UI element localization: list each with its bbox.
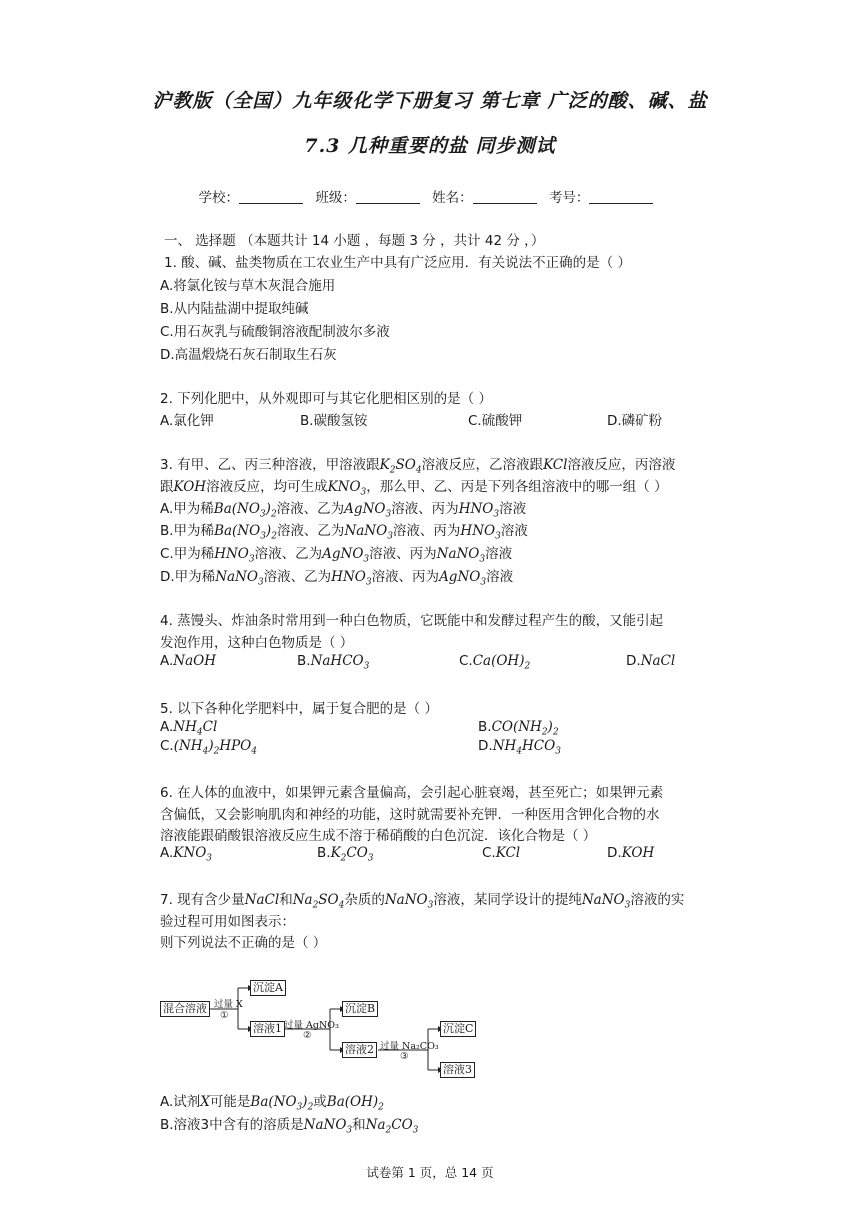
q7-option-a: A.试剂X可能是$Ba(NO_3)_2$或$Ba(OH)_2$ bbox=[160, 1094, 384, 1113]
precipitate-b-box: 沉淀B bbox=[342, 1001, 378, 1017]
q3-stem-line2: 跟KOH溶液反应，均可生成$KNO_3$，那么甲、乙、丙是下列各组溶液中的哪一组（ ） bbox=[160, 479, 668, 498]
q6-option-c: C.KCl bbox=[482, 845, 521, 861]
q7-stem-line3: 则下列说法不正确的是（ ） bbox=[160, 935, 327, 951]
q3-option-a: A.甲为稀$Ba(NO_3)_2$溶液、乙为AgNO$_3$溶液、丙为$HNO_3$溶液 bbox=[160, 501, 527, 520]
q5-stem: 5. 以下各种化学肥料中，属于复合肥的是（ ） bbox=[160, 701, 438, 717]
step3-number: ③ bbox=[400, 1051, 409, 1062]
q4-option-c: $C.Ca(OH)_2$ bbox=[459, 653, 531, 672]
q6-stem-line3: 溶液能跟硝酸银溶液反应生成不溶于稀硝酸的白色沉淀．该化合物是（ ） bbox=[160, 828, 597, 844]
step1-number: ① bbox=[220, 1010, 229, 1021]
precipitate-a-box: 沉淀A bbox=[250, 980, 286, 996]
step3-reagent-label: 过量 Na₂CO₃ bbox=[380, 1041, 439, 1052]
solution-1-box: 溶液1 bbox=[250, 1021, 285, 1037]
q2-stem: 2. 下列化肥中，从外观即可与其它化肥相区别的是（ ） bbox=[160, 391, 492, 407]
q2-option-c: C.硫酸钾 bbox=[468, 413, 523, 429]
q4-option-b: B.NaHCO$_3$ bbox=[297, 653, 370, 672]
solution-3-box: 溶液3 bbox=[440, 1062, 475, 1078]
q4-stem-line2: 发泡作用，这种白色物质是（ ） bbox=[160, 635, 354, 651]
q5-option-a: $A.NH_4Cl$ bbox=[160, 719, 218, 738]
q4-option-a: A.NaOH bbox=[160, 653, 216, 669]
q2-option-d: D.磷矿粉 bbox=[607, 413, 663, 429]
q3-option-d: D.甲为稀NaNO$_3$溶液、乙为$HNO_3$溶液、丙为AgNO$_3$溶液 bbox=[160, 569, 514, 588]
q7-stem-line2: 验过程可用如图表示： bbox=[160, 914, 295, 930]
page-subtitle: 7.3 几种重要的盐 同步测试 bbox=[304, 135, 556, 157]
precipitate-c-box: 沉淀C bbox=[440, 1021, 476, 1037]
q2-option-b: B.碳酸氢铵 bbox=[300, 413, 368, 429]
exam-no-label: 考号： bbox=[548, 190, 590, 206]
page-footer: 试卷第 1 页，总 14 页 bbox=[366, 1165, 494, 1180]
q1-stem: 1. 酸、碱、盐类物质在工农业生产中具有广泛应用．有关说法不正确的是（ ） bbox=[164, 255, 631, 271]
q3-stem-line1: 3. 有甲、乙、丙三种溶液，甲溶液跟$K_2SO_4$溶液反应，乙溶液跟KCl溶液反应，丙溶液 bbox=[160, 457, 676, 476]
q7-option-b: B.溶液3中含有的溶质是NaNO$_3$和$Na_2CO_3$ bbox=[160, 1117, 419, 1136]
q1-option-b: B.从内陆盐湖中提取纯碱 bbox=[160, 301, 309, 317]
q2-option-a: A.氯化钾 bbox=[160, 413, 214, 429]
q5-option-d: $D.NH_4HCO_3$ bbox=[478, 738, 561, 757]
q6-option-a: $A.KNO_3$ bbox=[160, 845, 212, 864]
q6-option-d: D.KOH bbox=[607, 845, 655, 861]
solution-2-box: 溶液2 bbox=[342, 1042, 377, 1058]
q1-option-a: A.将氯化铵与草木灰混合施用 bbox=[160, 278, 336, 294]
school-label: 学校： bbox=[198, 190, 240, 206]
q3-option-c: C.甲为稀$HNO_3$溶液、乙为AgNO$_3$溶液、丙为NaNO$_3$溶液 bbox=[160, 546, 513, 565]
step2-number: ② bbox=[303, 1030, 312, 1041]
q7-stem-line1: 7. 现有含少量NaCl和$Na_2SO_4$杂质的NaNO$_3$溶液，某同学设计的提纯NaNO$_3$溶液的实 bbox=[160, 892, 685, 911]
q6-option-b: $B.K_2CO_3$ bbox=[317, 845, 374, 864]
q1-option-d: D.高温煅烧石灰石制取生石灰 bbox=[160, 347, 337, 363]
q3-option-b: B.甲为稀$Ba(NO_3)_2$溶液、乙为NaNO$_3$溶液、丙为$HNO_3$溶液 bbox=[160, 523, 528, 542]
mixed-solution-box: 混合溶液 bbox=[160, 1001, 210, 1017]
q4-option-d: D.NaCl bbox=[626, 653, 676, 669]
q6-stem-line1: 6. 在人体的血液中，如果钾元素含量偏高，会引起心脏衰竭，甚至死亡；如果钾元素 bbox=[160, 785, 664, 801]
q1-option-c: C.用石灰乳与硫酸铜溶液配制波尔多液 bbox=[160, 324, 390, 340]
q5-option-c: $C.(NH_4)_2HPO_4$ bbox=[160, 738, 257, 757]
step1-reagent-label: 过量 X bbox=[214, 999, 243, 1010]
section-heading: 一、 选择题 （本题共计 14 小题 ，每题 3 分 ，共计 42 分 ，） bbox=[164, 233, 545, 249]
class-label: 班级： bbox=[315, 190, 356, 206]
page-title: 沪教版（全国）九年级化学下册复习 第七章 广泛的酸、碱、盐 bbox=[152, 90, 708, 112]
q6-stem-line2: 含偏低，又会影响肌肉和神经的功能，这时就需要补充钾．一种医用含钾化合物的水 bbox=[160, 807, 660, 823]
q5-option-b: $B.CO(NH_2)_2$ bbox=[478, 719, 559, 738]
step2-reagent-label: 过量 AgNO₃ bbox=[284, 1020, 339, 1031]
name-label: 姓名： bbox=[432, 190, 473, 206]
q4-stem-line1: 4. 蒸馒头、炸油条时常用到一种白色物质，它既能中和发酵过程产生的酸，又能引起 bbox=[160, 613, 664, 629]
